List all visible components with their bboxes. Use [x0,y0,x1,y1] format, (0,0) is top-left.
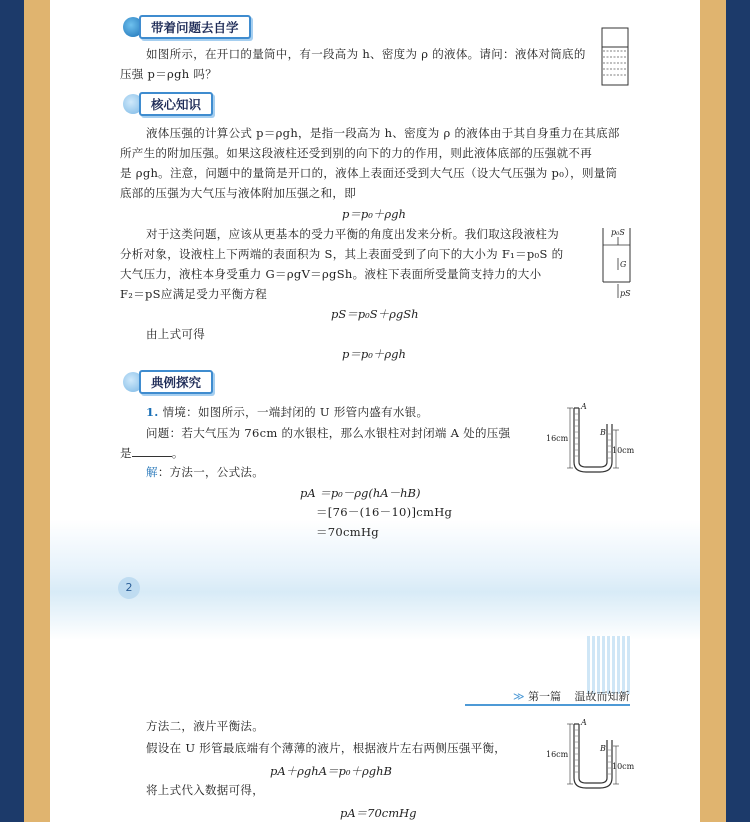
core-p2-line-4: F₂＝pS应满足受力平衡方程 [120,287,268,301]
core-p3: 由上式可得 [146,327,205,341]
right-frame [726,0,750,822]
answer-blank [132,456,172,457]
core-p1-line-3: 是 ρgh。注意，问题中的量筒是开口的，液体上表面还受到大气压（设大气压强为 p₀），则量筒 [120,166,618,180]
example-number: 1. [146,405,159,419]
core-p2-line-2: 分析对象，设液柱上下两端的表面积为 S，其上表面受到了向下的大小为 F₁＝p₀S 的 [120,247,564,261]
core-p2-line-3: 大气压力，液柱本身受重力 G＝ρgV＝ρgSh。液柱下表面所受量筒支持力的大小 [120,267,542,281]
left-gold-border [24,0,50,822]
section-title: 带着问题去自学 [139,15,251,39]
header-title: 温故而知新 [574,690,630,703]
core-p2-line-1: 对于这类问题，应该从更基本的受力平衡的角度出发来分析。我们取这段液柱为 [146,227,559,241]
header-text [513,688,630,704]
core-p1-line-2: 所产生的附加压强。如果这段液柱还受到别的向下的力的作用，则此液体底部的压强就不再 [120,146,592,160]
label-b: B [600,744,606,753]
page2-result: pA＝70cmHg [340,806,417,820]
book-page [50,0,700,822]
label-left-length: 16cm [546,750,569,759]
measuring-cylinder-diagram [600,27,632,87]
example-line-1 [146,402,428,422]
example-scenario: 情境：如图所示，一端封闭的 U 形管内盛有水银。 [162,405,429,419]
left-frame [0,0,24,822]
section-banner-core [123,94,213,114]
label-right-length: 10cm [612,762,635,771]
method-one: ：方法一，公式法。 [157,465,265,479]
label-right-length: 10cm [612,446,635,455]
u-tube-diagram-2 [546,720,636,794]
core-p1-line-4: 底部的压强为大气压与液体附加压强之和，即 [120,186,356,200]
force-label-bottom: pS [620,289,631,298]
section-title: 典例探究 [139,370,213,394]
page2-line-1: 假设在 U 形管最底端有个薄薄的液片，根据液片左右两侧压强平衡， [146,741,507,755]
solution-line [146,462,264,482]
header-underline [465,704,630,706]
formula-2: pS＝p₀S＋ρgSh [331,307,419,321]
intro-line-2: 压强 p＝ρgh 吗？ [120,67,218,81]
equation-1: pA ＝p₀－ρg(hA－hB) [300,486,421,500]
force-label-gravity: G [620,260,627,269]
equation-2: ＝[76－(16－10)]cmHg [316,505,453,519]
header-marker-icon: ≫ [513,690,525,703]
label-a: A [581,718,587,727]
header-stripe-decoration [587,636,631,694]
method-two: 方法二，液片平衡法。 [146,719,264,733]
example-line-3 [120,443,184,463]
section-title: 核心知识 [139,92,213,116]
example-line-3-prefix: 是 [120,446,132,460]
section-banner-self-study [123,17,251,37]
label-b: B [600,428,606,437]
page-number: 2 [118,577,140,599]
force-diagram [602,228,632,300]
answer-label: 解 [146,465,158,479]
section-banner-examples [123,372,213,392]
u-tube-diagram [546,404,636,478]
formula-1: p＝p₀＋ρgh [342,207,406,221]
example-line-2: 问题：若大气压为 76cm 的水银柱，那么水银柱对封闭端 A 处的压强 [146,426,511,440]
right-gold-border [700,0,726,822]
chapter-header [465,636,630,706]
intro-line-1: 如图所示，在开口的量筒中，有一段高为 h、密度为 ρ 的液体。请问：液体对筒底的 [146,47,586,61]
formula-3: p＝p₀＋ρgh [342,347,406,361]
force-label-top: p₀S [611,228,625,237]
example-line-3-suffix: 。 [171,446,184,460]
core-p1-line-1: 液体压强的计算公式 p＝ρgh，是指一段高为 h、密度为 ρ 的液体由于其自身重力在其底部 [146,126,620,140]
equation-3: ＝70cmHg [316,525,379,539]
header-section: 第一篇 [528,690,562,703]
label-a: A [581,402,587,411]
page2-equation: pA＋ρghA＝p₀＋ρghB [270,764,392,778]
label-left-length: 16cm [546,434,569,443]
page2-line-2: 将上式代入数据可得， [146,783,264,797]
